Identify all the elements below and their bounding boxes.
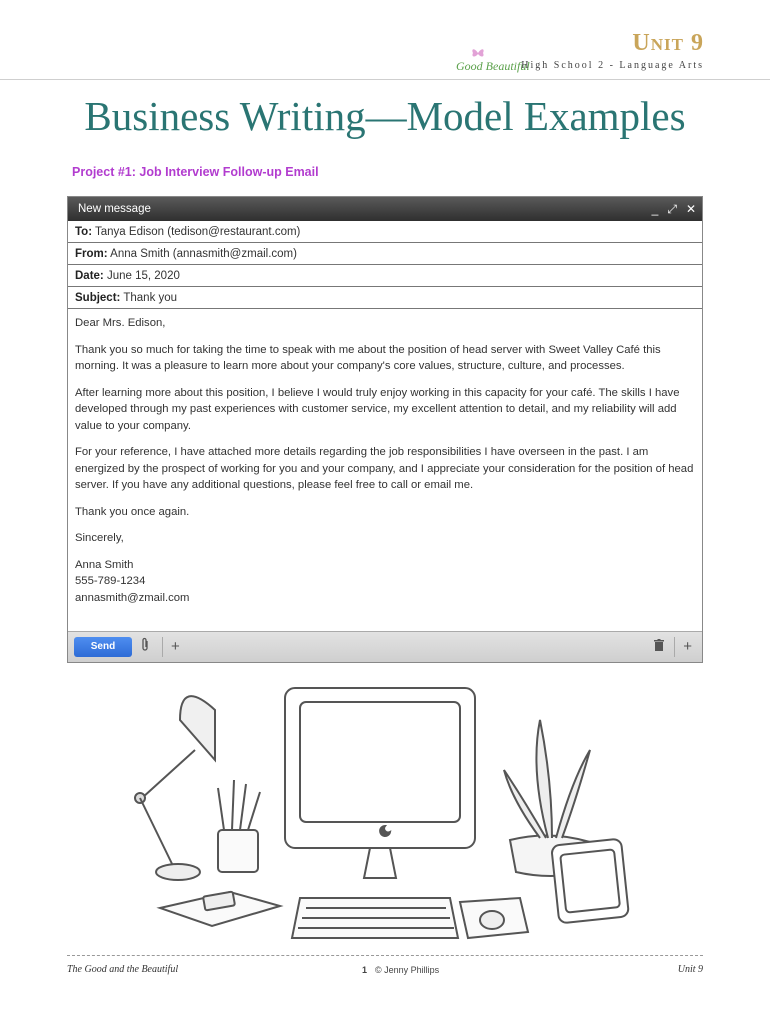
subject-value: Thank you bbox=[120, 292, 178, 304]
from-label: From: bbox=[75, 248, 108, 260]
send-button[interactable]: Send bbox=[74, 637, 132, 657]
desk-lamp-icon bbox=[135, 696, 215, 880]
greeting: Dear Mrs. Edison, bbox=[75, 317, 166, 329]
from-field[interactable] bbox=[68, 243, 702, 265]
plus-icon[interactable]: + bbox=[162, 637, 180, 657]
desk-illustration bbox=[120, 680, 650, 945]
body-paragraph: Thank you once again. bbox=[75, 505, 190, 518]
header-divider bbox=[0, 79, 770, 80]
copyright: © Jenny Phillips bbox=[375, 965, 440, 975]
body-paragraph: Thank you so much for taking the time to speak with me about the position of head server with Sweet Valley Café this morning. It was a pleasure to learn more about your company's core values, structure, culture, and processes. bbox=[75, 343, 661, 372]
paperclip-icon[interactable] bbox=[140, 637, 150, 659]
window-title: New message bbox=[78, 203, 151, 215]
email-body[interactable] bbox=[68, 309, 702, 606]
signature-name: Anna Smith bbox=[75, 558, 134, 571]
trash-icon[interactable] bbox=[654, 637, 664, 657]
to-value: Tanya Edison (tedison@restaurant.com) bbox=[92, 226, 301, 238]
close-icon[interactable]: ✕ bbox=[685, 202, 696, 216]
course-subtitle: High School 2 - Language Arts bbox=[521, 60, 704, 71]
page-number: 1 bbox=[362, 965, 368, 975]
tablet-icon bbox=[551, 839, 629, 924]
plus-icon[interactable]: + bbox=[674, 637, 692, 657]
body-paragraph: For your reference, I have attached more details regarding the job responsibilities I have overseen in the past. I am energized by the prospect of working for you and your company, and I appreciate your consideration for the position of head server. If you have any additional questions, please feel free to call or email me. bbox=[75, 446, 694, 491]
pencil-cup-icon bbox=[218, 780, 260, 872]
logo-text: Good Beautiful bbox=[456, 59, 530, 73]
email-titlebar bbox=[68, 197, 702, 221]
body-paragraph: After learning more about this position, I believe I would truly enjoy working in this capacity for your café. The skills I have developed through my past experiences with customer service, my excellent attention to detail, and my reliability will add value to your company. bbox=[75, 386, 680, 432]
notebook-icon bbox=[160, 892, 280, 926]
date-label: Date: bbox=[75, 270, 104, 282]
page-title: Business Writing—Model Examples bbox=[84, 93, 686, 139]
mouse-pad-icon bbox=[460, 898, 528, 938]
compose-toolbar bbox=[68, 631, 702, 662]
window-controls bbox=[652, 197, 696, 221]
signature-phone: 555-789-1234 bbox=[75, 575, 146, 587]
minimize-icon[interactable]: _ bbox=[651, 202, 659, 216]
date-value: June 15, 2020 bbox=[103, 270, 180, 282]
footer-publisher: The Good and the Beautiful bbox=[67, 964, 179, 975]
computer-monitor-icon bbox=[285, 688, 475, 878]
email-compose-window bbox=[67, 196, 703, 663]
from-value: Anna Smith (annasmith@zmail.com) bbox=[107, 248, 297, 260]
date-field[interactable] bbox=[68, 265, 702, 287]
unit-label: Unit 9 bbox=[632, 30, 704, 56]
footer-unit: Unit 9 bbox=[677, 964, 703, 975]
expand-icon[interactable]: ⤢ bbox=[667, 202, 677, 216]
footer-divider bbox=[67, 955, 703, 956]
subject-label: Subject: bbox=[75, 292, 121, 304]
subject-field[interactable] bbox=[68, 287, 702, 309]
signature-email: annasmith@zmail.com bbox=[75, 591, 190, 604]
brand-logo bbox=[452, 46, 532, 76]
keyboard-icon bbox=[292, 898, 458, 938]
to-label: To: bbox=[75, 226, 93, 238]
footer-page bbox=[362, 965, 439, 975]
project-heading: Project #1: Job Interview Follow-up Email bbox=[72, 165, 319, 179]
closing: Sincerely, bbox=[75, 532, 124, 544]
to-field[interactable] bbox=[68, 221, 702, 243]
